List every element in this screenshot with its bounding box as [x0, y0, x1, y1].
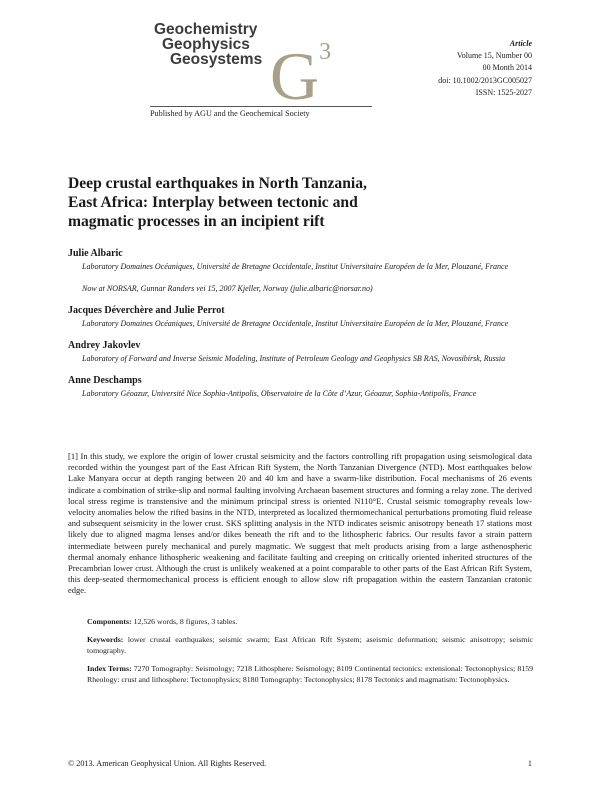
journal-name — [154, 22, 262, 67]
author-list — [68, 248, 538, 410]
page-footer — [68, 759, 532, 768]
keywords-label: Keywords: — [87, 635, 124, 644]
index-terms-value: 7270 Tomography: Seismology; 7218 Lithosphere: Seismology; 8109 Continental tectonics: extensional: Tectonophysics; 8159 Rheology: crust and lithosphere: Tectonophysics; 8180 Tomography: Tectonophysics; 8178 Tectonics and magmatism: Tectonophysics. — [87, 664, 534, 684]
author-affiliation: Laboratory Domaines Océaniques, Université de Bretagne Occidentale, Institut Universitaire Européen de la Mer, Plouzané, France — [82, 262, 509, 271]
author-name: Jacques Déverchère and Julie Perrot — [68, 305, 225, 316]
keywords-block — [87, 616, 533, 692]
publication-date: 00 Month 2014 — [482, 63, 532, 73]
journal-logo — [150, 20, 360, 115]
index-terms-label: Index Terms: — [87, 664, 132, 673]
volume-number: Volume 15, Number 00 — [457, 51, 532, 61]
author-affiliation: Now at NORSAR, Gunnar Randers vei 15, 2007 Kjeller, Norway (julie.albaric@norsar.no) — [82, 284, 373, 293]
author-name: Julie Albaric — [68, 248, 123, 259]
author-name: Anne Deschamps — [68, 375, 142, 386]
g3-logo-mark — [270, 18, 332, 114]
page-number: 1 — [527, 759, 532, 768]
publisher-line: Published by AGU and the Geochemical Society — [150, 109, 310, 118]
author-affiliation: Laboratory Domaines Océaniques, Université de Bretagne Occidentale, Institut Universitaire Européen de la Mer, Plouzané, France — [82, 319, 509, 328]
components-label: Components: — [87, 617, 132, 626]
article-meta — [438, 38, 532, 99]
components-value: 12,526 words, 8 figures, 3 tables. — [133, 617, 238, 626]
logo-letter: G — [270, 38, 320, 114]
journal-name-line-1: Geochemistry — [154, 21, 258, 38]
logo-divider — [150, 106, 372, 107]
paper-title: Deep crustal earthquakes in North Tanzania, East Africa: Interplay between tectonic and magmatic processes in an incipient rift — [68, 175, 367, 230]
index-terms-row — [87, 663, 533, 685]
issn: ISSN: 1525-2027 — [475, 87, 532, 97]
abstract: [1] In this study, we explore the origin of lower crustal seismicity and the factors controlling rift propagation using seismological data recorded within the youngest part of the East African Rift System, the North Tanzanian Divergence (NTD). Most earthquakes below Lake Manyara occur at depth ranging between 20 and 40 km and have a swarm-like distribution. Focal mechanisms of 26 events indicate a combination of strike-slip and normal faulting involving Archaean basement structures and forming a relay zone. The derived local stress regime is transtensive and the minimum principal stress is oriented N110°E. Crustal seismic tomography reveals low-velocity anomalies below the rifted basins in the NTD, interpreted as localized thermomechanical perturbations promoting fluid release and subsequent seismicity in the lower crust. SKS splitting analysis in the NTD indicates seismic anisotropy beneath 17 stations most likely due to aligned magma lenses and/or dikes beneath the rift and to the lithospheric fabrics. Our results favor a strain pattern intermediate between purely mechanical and purely magmatic. We suggest that melt products arising from a large asthenospheric thermal anomaly enhance lithospheric weakening and facilitate faulting and creeping on critically oriented inherited structures of the Precambrian lower crust. Although the crust is unlikely weakened at a point comparable to other parts of the East African Rift System, this deep-seated thermomechanical process is efficient enough to allow slow rift propagation within the eastern Tanzanian cratonic edge. — [68, 451, 532, 596]
journal-name-line-3: Geosystems — [170, 51, 263, 68]
author-affiliation: Laboratory Géoazur, Université Nice Sophia-Antipolis, Observatoire de la Côte d’Azur, Géoazur, Sophia-Antipolis, France — [82, 389, 477, 398]
keywords-value: lower crustal earthquakes; seismic swarm; East African Rift System; aseismic deformation; seismic anisotropy; seismic tomography. — [87, 635, 533, 655]
journal-name-line-2: Geophysics — [162, 36, 250, 53]
components-row — [87, 616, 533, 627]
keywords-row — [87, 634, 533, 656]
doi: doi: 10.1002/2013GC005027 — [438, 75, 532, 85]
article-type: Article — [509, 39, 532, 48]
author-affiliation: Laboratory of Forward and Inverse Seismic Modeling, Institute of Petroleum Geology and Geophysics SB RAS, Novosibirsk, Russia — [82, 354, 506, 363]
logo-superscript: 3 — [319, 39, 332, 65]
author-name: Andrey Jakovlev — [68, 340, 141, 351]
copyright: © 2013. American Geophysical Union. All Rights Reserved. — [68, 759, 267, 768]
